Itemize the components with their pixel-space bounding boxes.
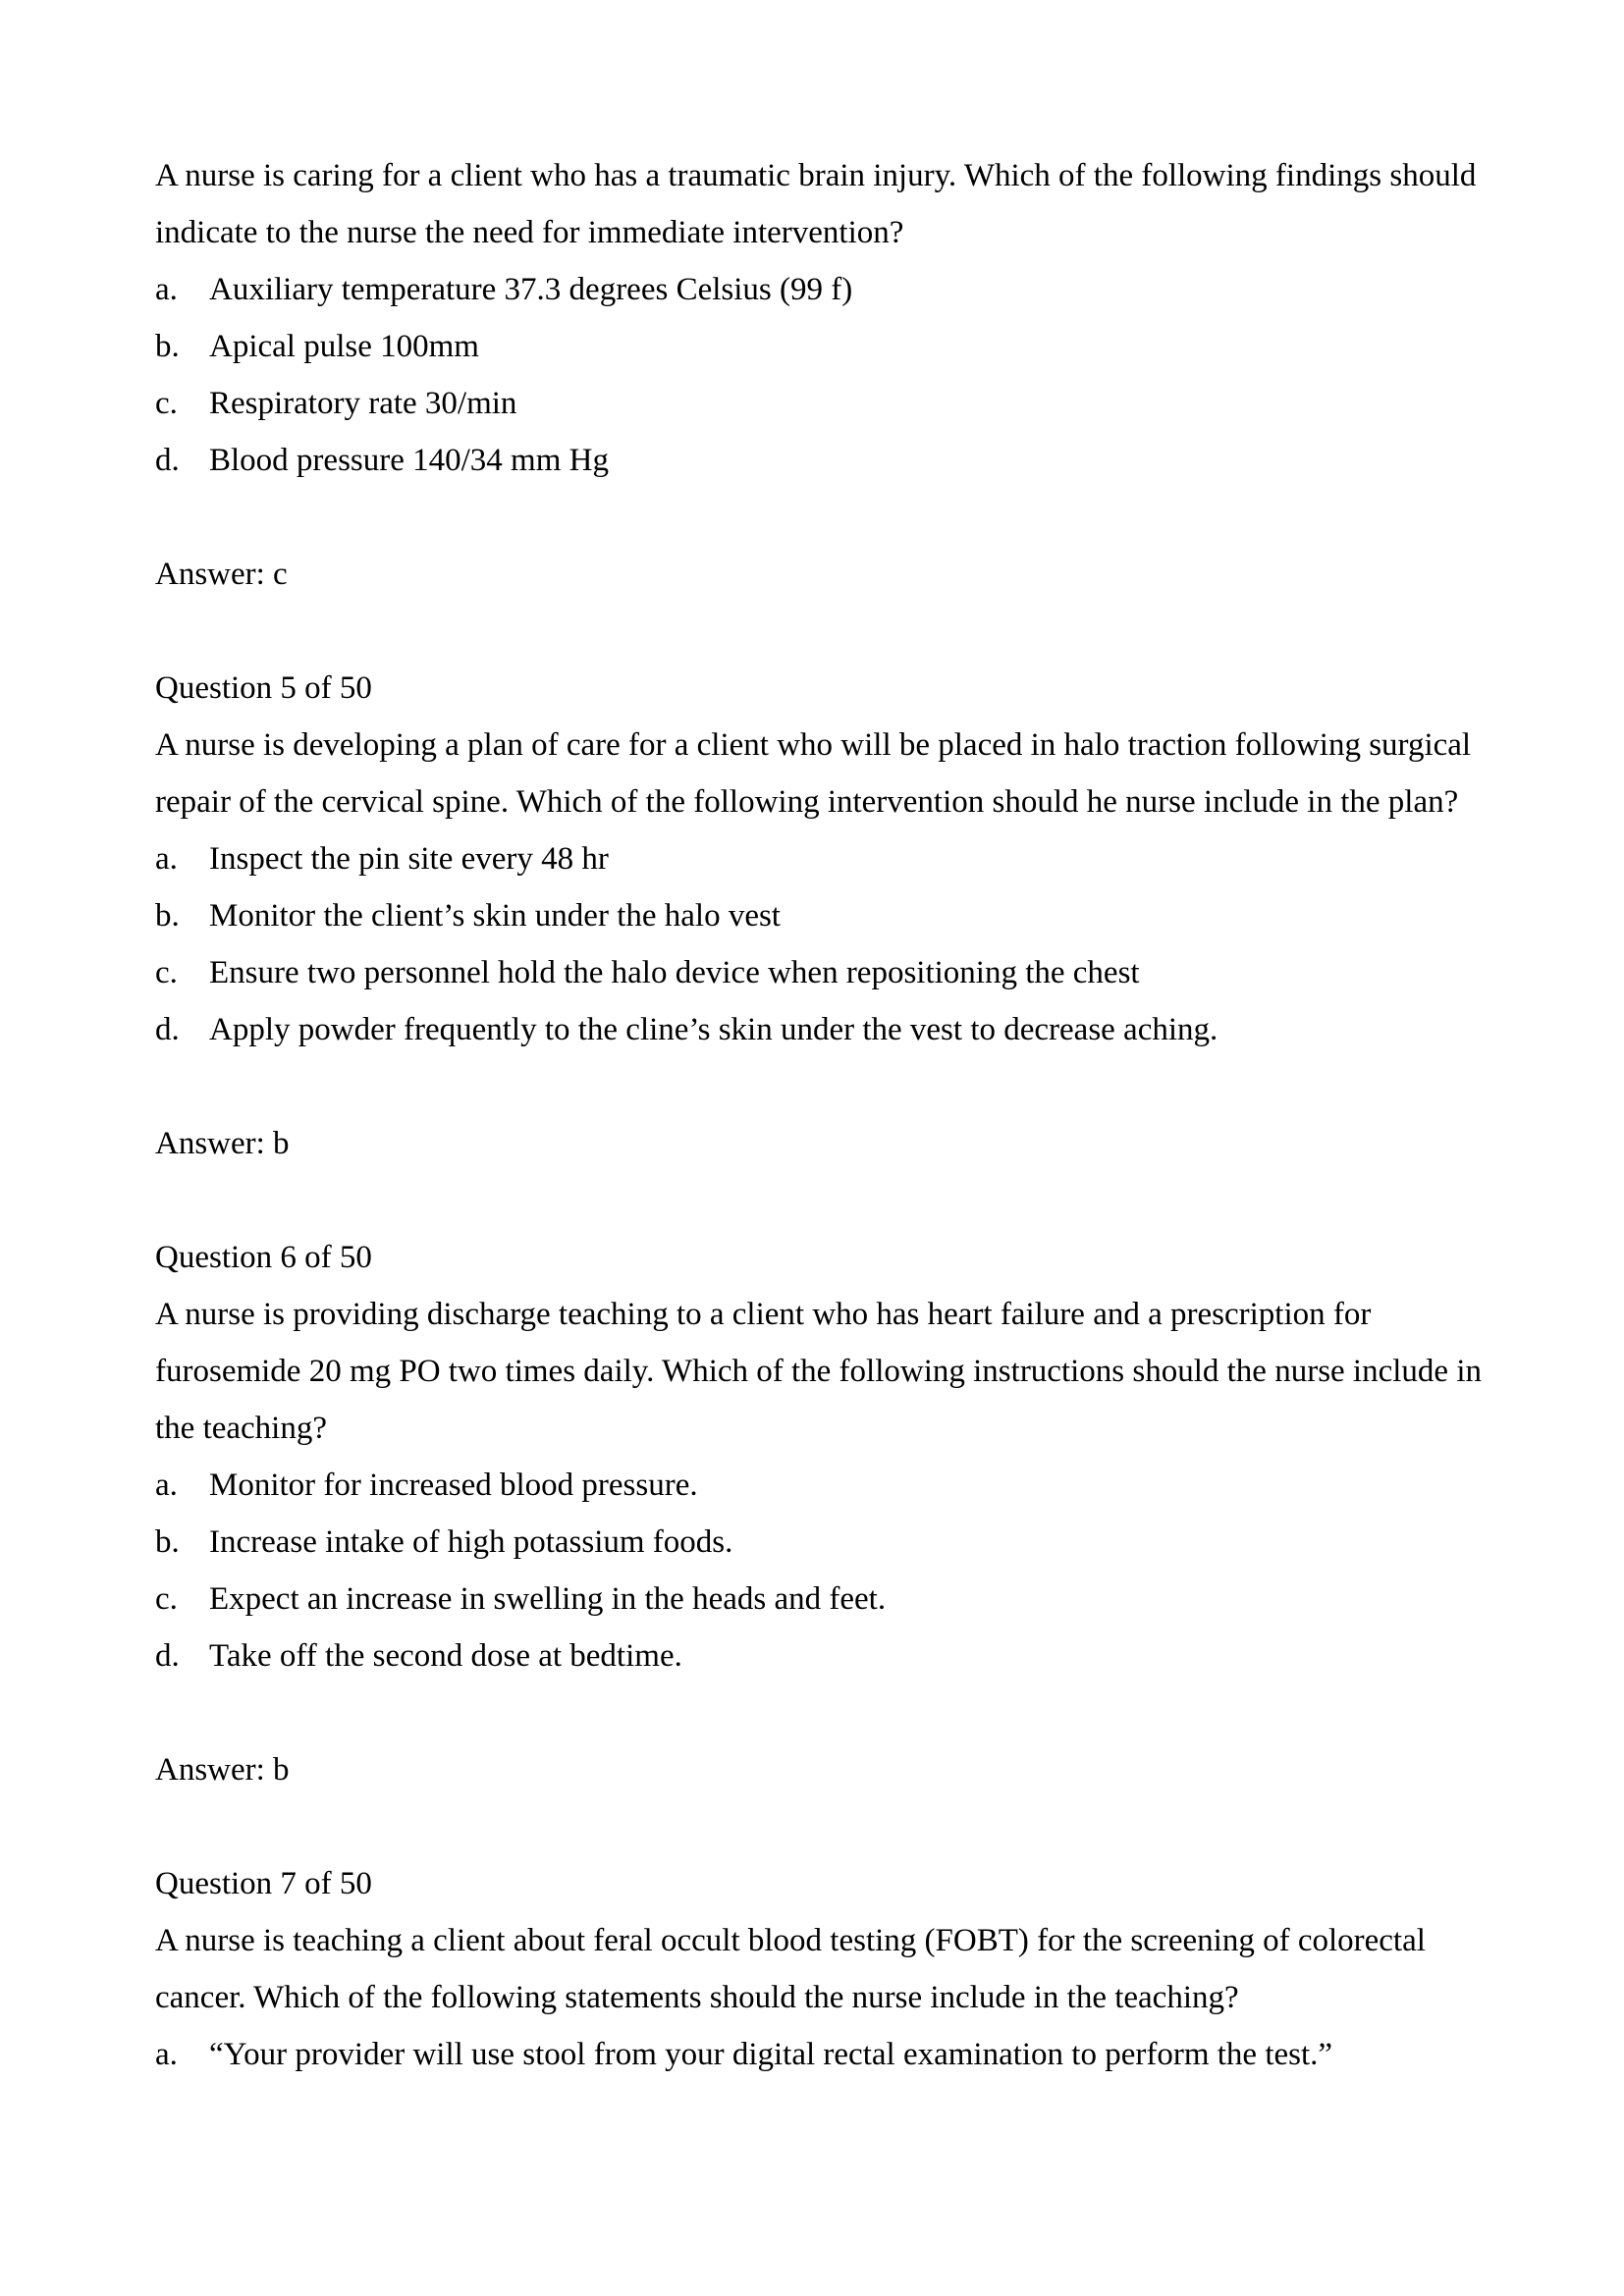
option-item: [155, 1514, 1490, 1571]
option-item: [155, 944, 1490, 1001]
option-item: [155, 1571, 1490, 1628]
option-item: [155, 830, 1490, 887]
option-item: [155, 375, 1490, 432]
option-text: Monitor for increased blood pressure.: [209, 1468, 698, 1503]
option-text: Apply powder frequently to the cline’s skin under the vest to decrease aching.: [209, 1012, 1218, 1047]
option-text: Increase intake of high potassium foods.: [209, 1524, 733, 1560]
question-block-4: [155, 147, 1490, 603]
option-text: “Your provider will use stool from your digital rectal examination to perform the test.”: [209, 2037, 1333, 2072]
option-item: [155, 1001, 1490, 1058]
option-text: Ensure two personnel hold the halo device when repositioning the chest: [209, 955, 1140, 990]
answer-text: Answer: c: [155, 557, 288, 592]
option-item: [155, 432, 1490, 489]
option-item: [155, 318, 1490, 375]
option-text: Inspect the pin site every 48 hr: [209, 841, 609, 877]
options-list: [155, 1457, 1490, 1684]
option-letter: a.: [155, 2037, 178, 2072]
question-block-6: [155, 1229, 1490, 1798]
option-letter: c.: [155, 1581, 178, 1617]
option-text: Take off the second dose at bedtime.: [209, 1638, 682, 1674]
option-text: Blood pressure 140/34 mm Hg: [209, 443, 609, 478]
option-letter: b.: [155, 898, 180, 934]
option-letter: c.: [155, 386, 178, 421]
question-heading: Question 6 of 50: [155, 1240, 372, 1275]
option-letter: d.: [155, 1012, 180, 1047]
question-text: A nurse is developing a plan of care for a client who will be placed in halo traction following surgical repair of the cervical spine. Which of the following intervention should he nurse include in the plan?: [155, 727, 1472, 820]
options-list: [155, 2026, 1490, 2083]
question-text: A nurse is caring for a client who has a traumatic brain injury. Which of the following findings should indicate to the nurse the need for immediate intervention?: [155, 158, 1477, 250]
option-text: Expect an increase in swelling in the heads and feet.: [209, 1581, 887, 1617]
option-letter: a.: [155, 841, 178, 877]
option-text: Respiratory rate 30/min: [209, 386, 517, 421]
option-letter: a.: [155, 1468, 178, 1503]
option-letter: c.: [155, 955, 178, 990]
question-block-7: [155, 1855, 1490, 2083]
options-list: [155, 261, 1490, 489]
option-letter: a.: [155, 272, 178, 307]
question-text: A nurse is providing discharge teaching to a client who has heart failure and a prescription for furosemide 20 mg PO two times daily. Which of the following instructions should the nurse include in the teaching?: [155, 1297, 1482, 1446]
option-letter: b.: [155, 1524, 180, 1560]
question-text: A nurse is teaching a client about feral occult blood testing (FOBT) for the screening of colorectal cancer. Which of the following statements should the nurse include in the teaching?: [155, 1923, 1426, 2015]
option-item: [155, 1628, 1490, 1684]
question-block-5: [155, 660, 1490, 1172]
option-letter: d.: [155, 1638, 180, 1674]
question-heading: Question 5 of 50: [155, 670, 372, 706]
option-text: Apical pulse 100mm: [209, 329, 479, 364]
document-page: [155, 147, 1490, 2083]
answer-text: Answer: b: [155, 1126, 290, 1161]
option-item: [155, 2026, 1490, 2083]
option-text: Monitor the client’s skin under the halo vest: [209, 898, 781, 934]
options-list: [155, 830, 1490, 1058]
answer-text: Answer: b: [155, 1752, 290, 1788]
option-item: [155, 261, 1490, 318]
option-text: Auxiliary temperature 37.3 degrees Celsius (99 f): [209, 272, 853, 307]
option-item: [155, 887, 1490, 944]
option-letter: d.: [155, 443, 180, 478]
option-item: [155, 1457, 1490, 1514]
option-letter: b.: [155, 329, 180, 364]
question-heading: Question 7 of 50: [155, 1866, 372, 1901]
